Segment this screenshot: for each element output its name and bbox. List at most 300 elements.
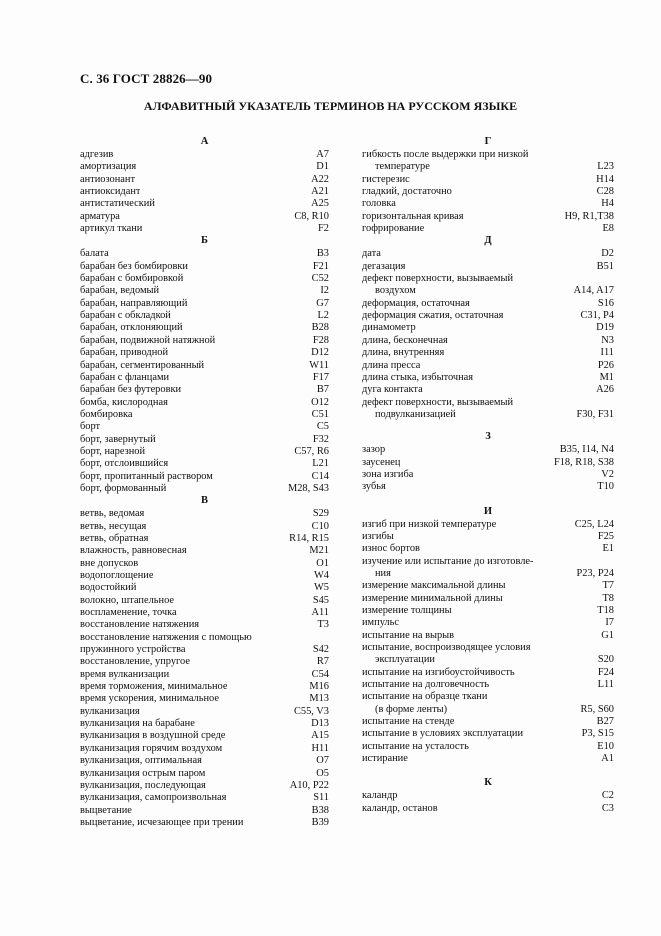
entry-term: балата xyxy=(80,248,109,260)
entry-code: A1 xyxy=(601,753,614,765)
index-entry xyxy=(362,409,614,421)
entry-code: W11 xyxy=(309,359,329,371)
index-entry xyxy=(362,211,614,223)
entry-code: B27 xyxy=(596,716,614,728)
entry-term: пружинного устройства xyxy=(80,644,186,656)
index-entry xyxy=(362,457,614,469)
entry-term: гибкость после выдержки при низкой xyxy=(362,149,529,160)
entry-code: L21 xyxy=(312,458,329,470)
entry-term: измерение максимальной длины xyxy=(362,580,506,592)
entry-code: G1 xyxy=(601,629,614,641)
entry-code: R14, R15 xyxy=(289,532,329,544)
index-section xyxy=(362,777,614,815)
index-entry xyxy=(80,780,329,792)
entry-code xyxy=(608,642,614,654)
index-entry xyxy=(362,654,614,666)
entry-term: дефект поверхности, вызываемый xyxy=(362,396,514,408)
entry-code: A10, P22 xyxy=(289,779,329,791)
entry-term: влажность, равновесная xyxy=(80,545,187,557)
index-section xyxy=(80,235,329,495)
entry-term: борт, отслоившийся xyxy=(80,458,169,470)
index-entry xyxy=(80,483,329,495)
entry-code: S42 xyxy=(312,644,329,656)
entry-code xyxy=(608,397,614,409)
entry-term: борт, формованный xyxy=(80,482,167,494)
entry-code: T10 xyxy=(597,481,614,493)
index-entry xyxy=(362,298,614,310)
entry-code: P23, P24 xyxy=(576,567,614,579)
entry-term: воздухом xyxy=(375,285,416,297)
entry-code: R5, S60 xyxy=(580,703,614,715)
entry-term: вулканизация на барабане xyxy=(80,718,195,730)
index-entry xyxy=(362,630,614,642)
entry-code: A15 xyxy=(311,730,329,742)
entry-code: H4 xyxy=(601,198,614,210)
index-entry xyxy=(362,642,614,654)
entry-term: барабан с бомбировкой xyxy=(80,273,184,285)
entry-code: L2 xyxy=(317,310,329,322)
index-entry xyxy=(80,693,329,705)
index-entry xyxy=(80,248,329,260)
entry-code: S20 xyxy=(597,654,614,666)
entry-term: головка xyxy=(362,198,396,210)
index-section xyxy=(362,235,614,421)
index-entry xyxy=(80,285,329,297)
entry-term: изгиб при низкой температуре xyxy=(362,518,497,530)
right-column xyxy=(362,136,614,815)
entry-code: R7 xyxy=(316,656,329,668)
entry-code: C57, R6 xyxy=(294,445,329,457)
entry-code: C14 xyxy=(311,470,329,482)
entry-term: каландр, останов xyxy=(362,802,438,814)
index-entry xyxy=(362,790,614,802)
index-entry xyxy=(80,768,329,780)
index-entry xyxy=(80,681,329,693)
entry-code: B3 xyxy=(316,248,329,260)
entry-code: T3 xyxy=(317,619,329,631)
entry-code: C54 xyxy=(311,668,329,680)
entry-code: M21 xyxy=(309,545,329,557)
entry-term: испытание на вырыв xyxy=(362,629,455,641)
index-entry xyxy=(80,471,329,483)
entry-code: F24 xyxy=(597,666,614,678)
entry-term: изгибы xyxy=(362,530,394,542)
entry-term: барабан, отклоняющий xyxy=(80,322,183,334)
entry-code: I2 xyxy=(320,285,329,297)
entry-code: C10 xyxy=(311,520,329,532)
index-entry xyxy=(80,198,329,210)
index-entry xyxy=(80,149,329,161)
index-entry xyxy=(362,322,614,334)
entry-code: H11 xyxy=(311,742,329,754)
section-letter: А xyxy=(200,136,209,147)
entry-code: C52 xyxy=(311,273,329,285)
index-entry xyxy=(362,360,614,372)
index-entry xyxy=(80,421,329,433)
entry-code: C55, V3 xyxy=(293,705,329,717)
entry-term: гистерезис xyxy=(362,173,410,185)
entry-code: T18 xyxy=(597,605,614,616)
entry-code: S11 xyxy=(313,792,329,804)
index-entry xyxy=(80,261,329,273)
entry-term: испытание, воспроизводящее условия xyxy=(362,642,531,654)
index-section xyxy=(80,136,329,235)
entry-term: восстановление натяжения с помощью xyxy=(80,631,252,643)
index-entry xyxy=(362,679,614,691)
entry-term: барабан, ведомый xyxy=(80,285,160,297)
entry-term: восстановление, упругое xyxy=(80,656,190,668)
index-entry xyxy=(80,434,329,446)
entry-code: F21 xyxy=(312,260,329,272)
index-entry xyxy=(80,743,329,755)
index-entry xyxy=(362,617,614,629)
entry-code: C28 xyxy=(596,186,614,198)
entry-term: ветвь, обратная xyxy=(80,532,149,544)
entry-term: длина, внутренняя xyxy=(362,347,445,359)
entry-term: борт, нарезной xyxy=(80,445,146,457)
entry-code: E8 xyxy=(602,223,614,235)
entry-term: вулканизация, самопроизвольная xyxy=(80,792,227,804)
page-title: АЛФАВИТНЫЙ УКАЗАТЕЛЬ ТЕРМИНОВ НА РУССКОМ ЯЗЫКЕ xyxy=(143,99,518,113)
entry-term: барабан, приводной xyxy=(80,347,169,359)
entry-code: L23 xyxy=(597,161,614,173)
entry-term: выцветание, исчезающее при трении xyxy=(80,816,244,828)
entry-code: H14 xyxy=(596,173,614,185)
index-section xyxy=(362,431,614,493)
entry-term: подвулканизацией xyxy=(375,408,456,420)
index-entry xyxy=(80,508,329,520)
entry-code: M13 xyxy=(309,693,329,705)
index-entry xyxy=(362,531,614,543)
entry-term: длина, бесконечная xyxy=(362,334,448,346)
entry-term: адгезив xyxy=(80,149,114,160)
entry-term: температуре xyxy=(375,161,430,173)
index-entry xyxy=(362,149,614,161)
index-entry xyxy=(362,667,614,679)
section-letter: З xyxy=(485,431,491,443)
entry-code: A22 xyxy=(311,173,329,185)
index-entry xyxy=(80,545,329,557)
entry-code: G7 xyxy=(316,297,329,309)
index-entry xyxy=(362,347,614,359)
entry-code: F30, F31 xyxy=(576,408,614,420)
entry-term: барабан с фланцами xyxy=(80,371,170,383)
entry-code: D1 xyxy=(316,161,329,173)
entry-term: испытание на образце ткани xyxy=(362,691,488,703)
entry-code: A11 xyxy=(311,607,329,619)
index-entry xyxy=(362,716,614,728)
index-entry xyxy=(362,568,614,580)
entry-term: деформация сжатия, остаточная xyxy=(362,310,504,322)
entry-term: истирание xyxy=(362,753,408,765)
index-entry xyxy=(362,174,614,186)
entry-term: вулканизация в воздушной среде xyxy=(80,730,226,742)
index-section xyxy=(80,495,329,829)
index-entry xyxy=(362,444,614,456)
index-entry xyxy=(80,458,329,470)
index-entry xyxy=(362,223,614,235)
entry-term: испытание на изгибоустойчивость xyxy=(362,666,515,678)
entry-code: D13 xyxy=(311,718,329,730)
entry-code: D2 xyxy=(601,248,614,260)
entry-term: дуга контакта xyxy=(362,384,423,396)
entry-code: T8 xyxy=(602,592,614,604)
entry-term: амортизация xyxy=(80,161,137,173)
entry-code: H9, R1,T38 xyxy=(564,210,614,222)
entry-term: ветвь, несущая xyxy=(80,520,147,532)
entry-code: I11 xyxy=(600,347,614,359)
entry-term: водопоглощение xyxy=(80,570,154,581)
entry-code: B7 xyxy=(316,384,329,396)
entry-term: вне допусков xyxy=(80,557,139,569)
section-letter: И xyxy=(483,505,493,517)
section-letter: Б xyxy=(201,235,208,247)
index-entry xyxy=(80,521,329,533)
index-entry xyxy=(80,310,329,322)
entry-code: F17 xyxy=(312,371,329,383)
index-entry xyxy=(362,161,614,173)
index-entry xyxy=(80,223,329,235)
entry-term: дата xyxy=(362,248,381,260)
index-entry xyxy=(80,347,329,359)
index-entry xyxy=(80,409,329,421)
entry-code: O12 xyxy=(311,396,329,408)
entry-term: испытание в условиях эксплуатации xyxy=(362,728,524,740)
entry-code: A25 xyxy=(311,198,329,210)
index-section xyxy=(362,136,614,235)
entry-term: измерение минимальной длины xyxy=(362,592,503,604)
entry-code: B38 xyxy=(311,804,329,816)
index-entry xyxy=(80,644,329,656)
entry-code xyxy=(608,149,614,161)
entry-term: испытание на стенде xyxy=(362,716,455,728)
entry-code: P26 xyxy=(597,359,614,371)
entry-code: I7 xyxy=(605,617,614,629)
entry-term: износ бортов xyxy=(362,543,420,555)
index-entry xyxy=(80,533,329,545)
entry-code xyxy=(323,632,329,644)
index-entry xyxy=(80,174,329,186)
index-entry xyxy=(80,273,329,285)
index-entry xyxy=(80,335,329,347)
section-letter: Г xyxy=(484,136,492,147)
entry-term: антиозонант xyxy=(80,173,135,185)
index-entry xyxy=(80,706,329,718)
entry-term: (в форме ленты) xyxy=(375,703,448,715)
entry-code: A21 xyxy=(311,186,329,198)
entry-code xyxy=(608,691,614,703)
entry-code: F28 xyxy=(312,334,329,346)
entry-term: длина стыка, избыточная xyxy=(362,371,474,383)
index-entry xyxy=(80,570,329,582)
entry-term: борт, пропитанный раствором xyxy=(80,470,213,482)
entry-term: воспламенение, точка xyxy=(80,607,177,619)
index-entry xyxy=(80,397,329,409)
entry-code: E10 xyxy=(597,740,614,752)
entry-term: дегазация xyxy=(362,260,406,272)
index-entry xyxy=(362,728,614,740)
index-entry xyxy=(362,556,614,568)
entry-code: O7 xyxy=(316,755,329,767)
index-entry xyxy=(80,595,329,607)
index-entry xyxy=(80,384,329,396)
entry-term: импульс xyxy=(362,617,399,629)
index-entry xyxy=(362,186,614,198)
entry-term: деформация, остаточная xyxy=(362,297,470,309)
entry-term: дефект поверхности, вызываемый xyxy=(362,273,514,285)
entry-code: N3 xyxy=(601,334,614,346)
entry-term: изучение или испытание до изготовле- xyxy=(362,555,534,567)
section-letter: К xyxy=(484,777,492,789)
index-entry xyxy=(80,558,329,570)
entry-term: бомбировка xyxy=(80,408,133,420)
entry-code: L11 xyxy=(597,679,614,691)
entry-code xyxy=(608,556,614,568)
index-entry xyxy=(80,792,329,804)
index-entry xyxy=(362,397,614,409)
index-section xyxy=(362,506,614,766)
left-column xyxy=(80,136,329,829)
entry-code: O1 xyxy=(316,557,329,569)
index-entry xyxy=(362,593,614,605)
entry-term: ния xyxy=(375,567,391,579)
index-entry xyxy=(362,803,614,815)
index-entry xyxy=(80,360,329,372)
entry-term: время ускорения, минимальное xyxy=(80,693,219,705)
entry-code: M16 xyxy=(309,681,329,693)
entry-term: гофрирование xyxy=(362,223,425,235)
section-letter: В xyxy=(200,495,208,507)
entry-code: B35, I14, N4 xyxy=(559,444,614,456)
entry-code: W4 xyxy=(313,570,329,581)
index-entry xyxy=(80,755,329,767)
entry-term: водостойкий xyxy=(80,582,137,594)
index-entry xyxy=(362,372,614,384)
index-entry xyxy=(80,372,329,384)
index-entry xyxy=(362,261,614,273)
entry-code: D12 xyxy=(311,347,329,359)
entry-term: измерение толщины xyxy=(362,605,452,616)
entry-term: зубья xyxy=(362,481,386,493)
entry-term: зазор xyxy=(362,444,386,456)
entry-term: зона изгиба xyxy=(362,468,414,480)
entry-code: C3 xyxy=(601,802,614,814)
index-entry xyxy=(362,198,614,210)
entry-term: динамометр xyxy=(362,322,416,334)
index-entry xyxy=(362,469,614,481)
index-entry xyxy=(80,186,329,198)
entry-term: ветвь, ведомая xyxy=(80,508,145,520)
index-entry xyxy=(362,248,614,260)
entry-term: вулканизация острым паром xyxy=(80,767,206,779)
index-entry xyxy=(80,161,329,173)
index-entry xyxy=(362,691,614,703)
index-entry xyxy=(80,669,329,681)
entry-term: барабан без бомбировки xyxy=(80,260,188,272)
entry-term: борт xyxy=(80,421,101,433)
entry-term: антистатический xyxy=(80,198,155,210)
entry-code: M1 xyxy=(599,371,614,383)
entry-term: арматура xyxy=(80,210,120,222)
entry-code: M28, S43 xyxy=(288,482,329,494)
entry-term: время вулканизации xyxy=(80,668,170,680)
index-entry xyxy=(80,298,329,310)
index-entry xyxy=(362,580,614,592)
section-letter: Д xyxy=(484,235,492,247)
index-entry xyxy=(80,322,329,334)
entry-term: время торможения, минимальное xyxy=(80,681,228,693)
entry-term: волокно, штапельное xyxy=(80,594,175,606)
index-entry xyxy=(80,619,329,631)
entry-term: заусенец xyxy=(362,456,401,468)
entry-code: O5 xyxy=(316,767,329,779)
index-entry xyxy=(362,704,614,716)
entry-code: S29 xyxy=(312,508,329,520)
index-entry xyxy=(362,310,614,322)
entry-code: S16 xyxy=(597,297,614,309)
entry-code: A14, A17 xyxy=(573,285,614,297)
entry-term: барабан, направляющий xyxy=(80,297,188,309)
entry-term: гладкий, достаточно xyxy=(362,186,452,198)
entry-term: выцветание xyxy=(80,804,132,816)
entry-term: вулканизация xyxy=(80,705,140,717)
entry-term: вулканизация, оптимальная xyxy=(80,755,202,767)
entry-code: C5 xyxy=(316,421,329,433)
entry-term: бомба, кислородная xyxy=(80,396,168,408)
index-entry xyxy=(80,607,329,619)
entry-term: барабан с обкладкой xyxy=(80,310,171,322)
index-entry xyxy=(362,285,614,297)
entry-term: горизонтальная кривая xyxy=(362,210,464,222)
entry-code: B39 xyxy=(311,816,329,828)
index-entry xyxy=(362,741,614,753)
entry-code: V2 xyxy=(601,468,614,480)
entry-term: вулканизация горячим воздухом xyxy=(80,742,223,754)
entry-code xyxy=(608,273,614,285)
entry-code: W5 xyxy=(313,582,329,594)
entry-code: F25 xyxy=(597,530,614,542)
entry-term: барабан без футеровки xyxy=(80,384,182,396)
index-entry xyxy=(362,543,614,555)
entry-term: эксплуатации xyxy=(375,654,435,666)
index-entry xyxy=(362,273,614,285)
entry-code: C25, L24 xyxy=(574,518,614,530)
entry-code: E1 xyxy=(602,543,614,555)
index-entry xyxy=(362,753,614,765)
entry-term: антиоксидант xyxy=(80,186,141,198)
entry-term: испытание на долговечность xyxy=(362,679,490,691)
entry-code: T7 xyxy=(602,580,614,592)
index-entry xyxy=(80,805,329,817)
entry-term: вулканизация, последующая xyxy=(80,779,206,791)
entry-code: C51 xyxy=(311,408,329,420)
entry-term: барабан, подвижной натяжной xyxy=(80,334,216,346)
entry-code: D19 xyxy=(596,322,614,334)
index-entry xyxy=(362,384,614,396)
index-entry xyxy=(80,582,329,594)
entry-code: C8, R10 xyxy=(294,210,329,222)
entry-term: восстановление натяжения xyxy=(80,619,200,631)
index-entry xyxy=(80,730,329,742)
page-header: С. 36 ГОСТ 28826—90 xyxy=(80,71,213,86)
entry-code: A26 xyxy=(596,384,614,396)
index-entry xyxy=(80,211,329,223)
index-entry xyxy=(362,519,614,531)
entry-term: каландр xyxy=(362,790,398,802)
index-entry xyxy=(362,481,614,493)
index-entry xyxy=(362,605,614,617)
entry-code: F18, R18, S38 xyxy=(553,456,614,468)
